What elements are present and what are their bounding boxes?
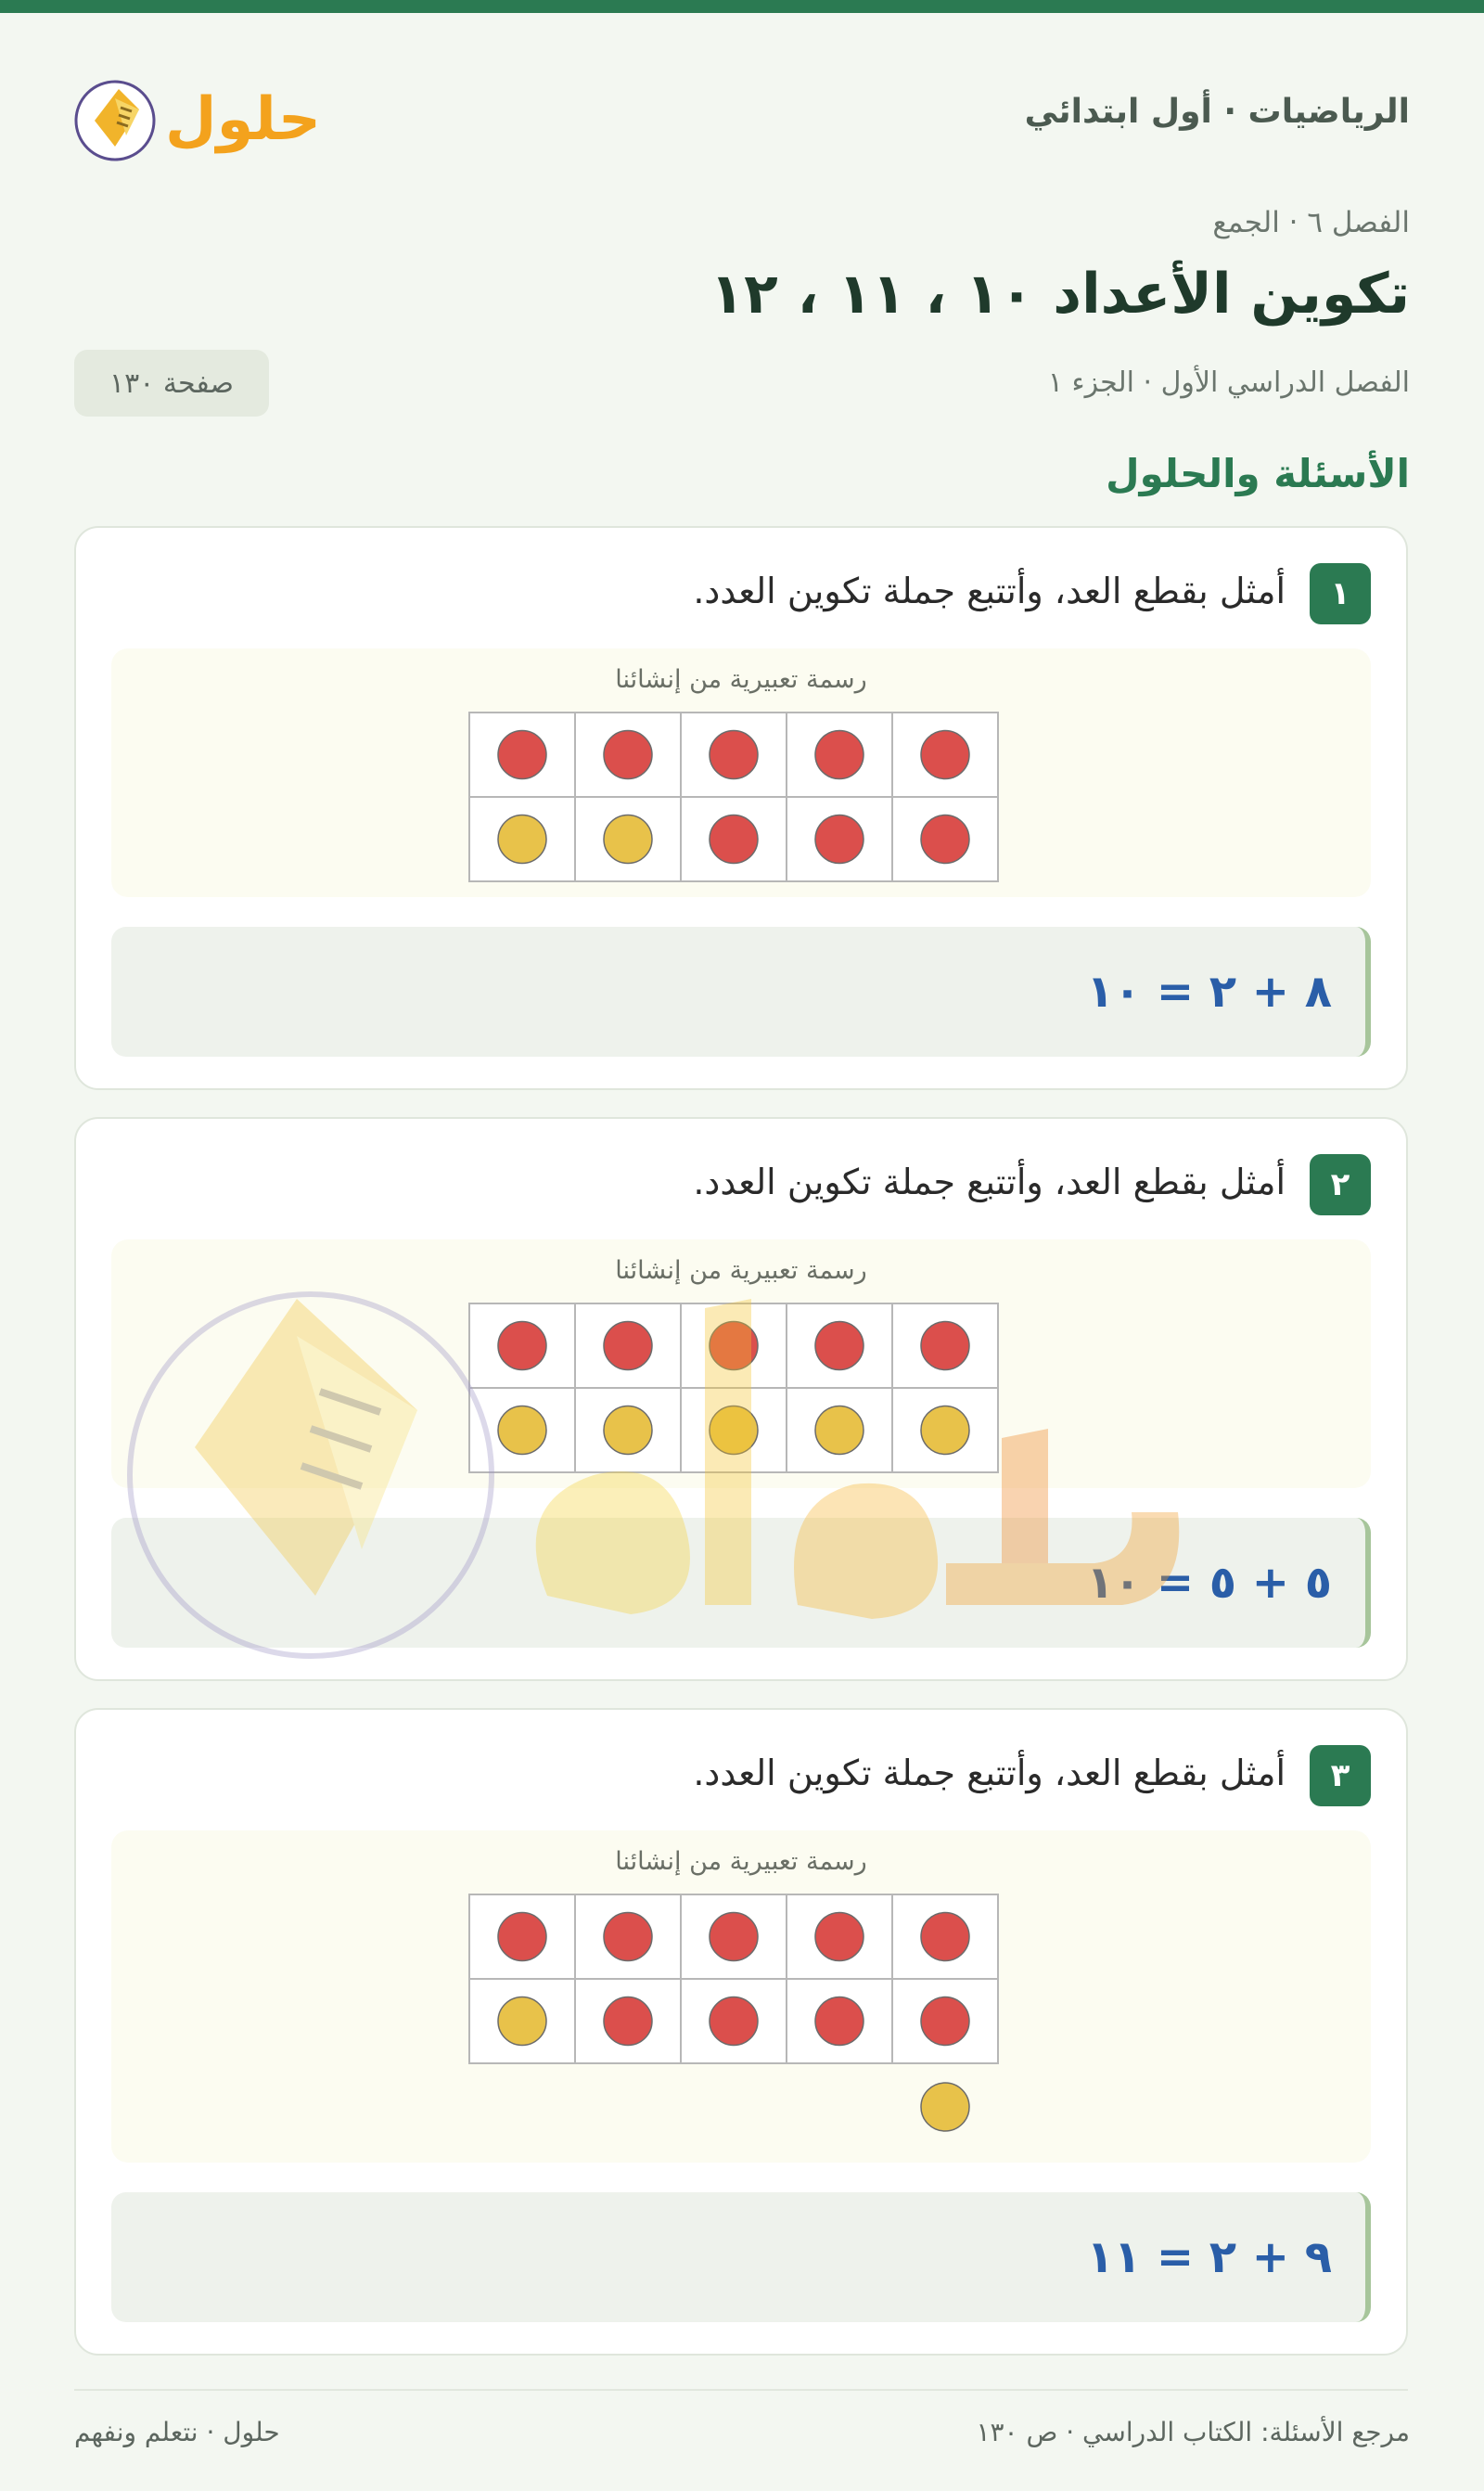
question-text: أمثل بقطع العد، وأتتبع جملة تكوين العدد. bbox=[693, 1162, 1286, 1202]
counter-red bbox=[604, 731, 652, 779]
counter-yellow bbox=[498, 1406, 546, 1455]
footer-divider bbox=[74, 2389, 1408, 2391]
term-label: الفصل الدراسي الأول · الجزء ١ bbox=[1047, 366, 1410, 399]
answer-equation: ٥ + ٥ = ١٠ bbox=[1086, 1557, 1332, 1609]
counter-extra bbox=[921, 2083, 969, 2131]
illustration-caption: رسمة تعبيرية من إنشائنا bbox=[615, 1256, 867, 1285]
ten-frame-grid bbox=[468, 712, 999, 882]
counter-red bbox=[498, 1322, 546, 1370]
question-text: أمثل بقطع العد، وأتتبع جملة تكوين العدد. bbox=[693, 571, 1286, 611]
page-number-badge: صفحة ١٣٠ bbox=[74, 350, 269, 417]
illustration-caption: رسمة تعبيرية من إنشائنا bbox=[615, 665, 867, 694]
hulul-logo[interactable] bbox=[74, 61, 334, 167]
ten-frame-grid bbox=[468, 1894, 999, 2148]
counter-red bbox=[710, 815, 758, 864]
illustration-caption: رسمة تعبيرية من إنشائنا bbox=[615, 1847, 867, 1876]
counter-yellow bbox=[604, 815, 652, 864]
counter-red bbox=[921, 731, 969, 779]
counter-red bbox=[604, 1997, 652, 2046]
answer-box bbox=[111, 1518, 1371, 1648]
svg-text:حلول: حلول bbox=[165, 85, 321, 154]
answer-box bbox=[111, 927, 1371, 1057]
question-number: ١ bbox=[1310, 563, 1371, 624]
counter-red bbox=[815, 731, 864, 779]
footer-reference: مرجع الأسئلة: الكتاب الدراسي · ص ١٣٠ bbox=[976, 2417, 1410, 2447]
counter-red bbox=[921, 1913, 969, 1961]
counter-red bbox=[710, 1322, 758, 1370]
ten-frame bbox=[468, 1303, 997, 1471]
counter-red bbox=[921, 815, 969, 864]
answer-box bbox=[111, 2192, 1371, 2322]
ten-frame-grid bbox=[468, 1303, 999, 1473]
counter-red bbox=[921, 1997, 969, 2046]
counter-red bbox=[710, 731, 758, 779]
question-card bbox=[74, 1117, 1408, 1681]
top-accent-bar bbox=[0, 0, 1484, 13]
counter-yellow bbox=[815, 1406, 864, 1455]
counter-red bbox=[815, 815, 864, 864]
counter-red bbox=[498, 1913, 546, 1961]
question-text: أمثل بقطع العد، وأتتبع جملة تكوين العدد. bbox=[693, 1753, 1286, 1793]
counter-yellow bbox=[498, 815, 546, 864]
counter-yellow bbox=[498, 1997, 546, 2046]
question-number: ٣ bbox=[1310, 1745, 1371, 1806]
illustration-panel bbox=[111, 648, 1371, 897]
question-card bbox=[74, 526, 1408, 1090]
counter-yellow bbox=[604, 1406, 652, 1455]
section-heading: الأسئلة والحلول bbox=[1106, 451, 1410, 496]
question-number: ٢ bbox=[1310, 1154, 1371, 1215]
illustration-panel bbox=[111, 1239, 1371, 1488]
ten-frame bbox=[468, 712, 997, 880]
illustration-panel bbox=[111, 1830, 1371, 2163]
question-card bbox=[74, 1708, 1408, 2356]
subject-grade: الرياضيات · أول ابتدائي bbox=[1024, 93, 1410, 131]
counter-red bbox=[815, 1322, 864, 1370]
counter-red bbox=[604, 1913, 652, 1961]
counter-yellow bbox=[921, 1406, 969, 1455]
ten-frame bbox=[468, 1894, 997, 2146]
answer-equation: ٨ + ٢ = ١٠ bbox=[1086, 966, 1332, 1018]
answer-equation: ٩ + ٢ = ١١ bbox=[1086, 2231, 1332, 2283]
counter-red bbox=[815, 1913, 864, 1961]
counter-red bbox=[710, 1913, 758, 1961]
counter-yellow bbox=[710, 1406, 758, 1455]
logo-mark-icon bbox=[74, 61, 334, 167]
counter-red bbox=[815, 1997, 864, 2046]
counter-red bbox=[604, 1322, 652, 1370]
counter-red bbox=[498, 731, 546, 779]
footer-tagline: حلول · نتعلم ونفهم bbox=[74, 2417, 280, 2447]
page-title: تكوين الأعداد ١٠ ، ١١ ، ١٢ bbox=[710, 262, 1410, 327]
counter-red bbox=[710, 1997, 758, 2046]
counter-red bbox=[921, 1322, 969, 1370]
chapter-label: الفصل ٦ · الجمع bbox=[1212, 206, 1410, 239]
